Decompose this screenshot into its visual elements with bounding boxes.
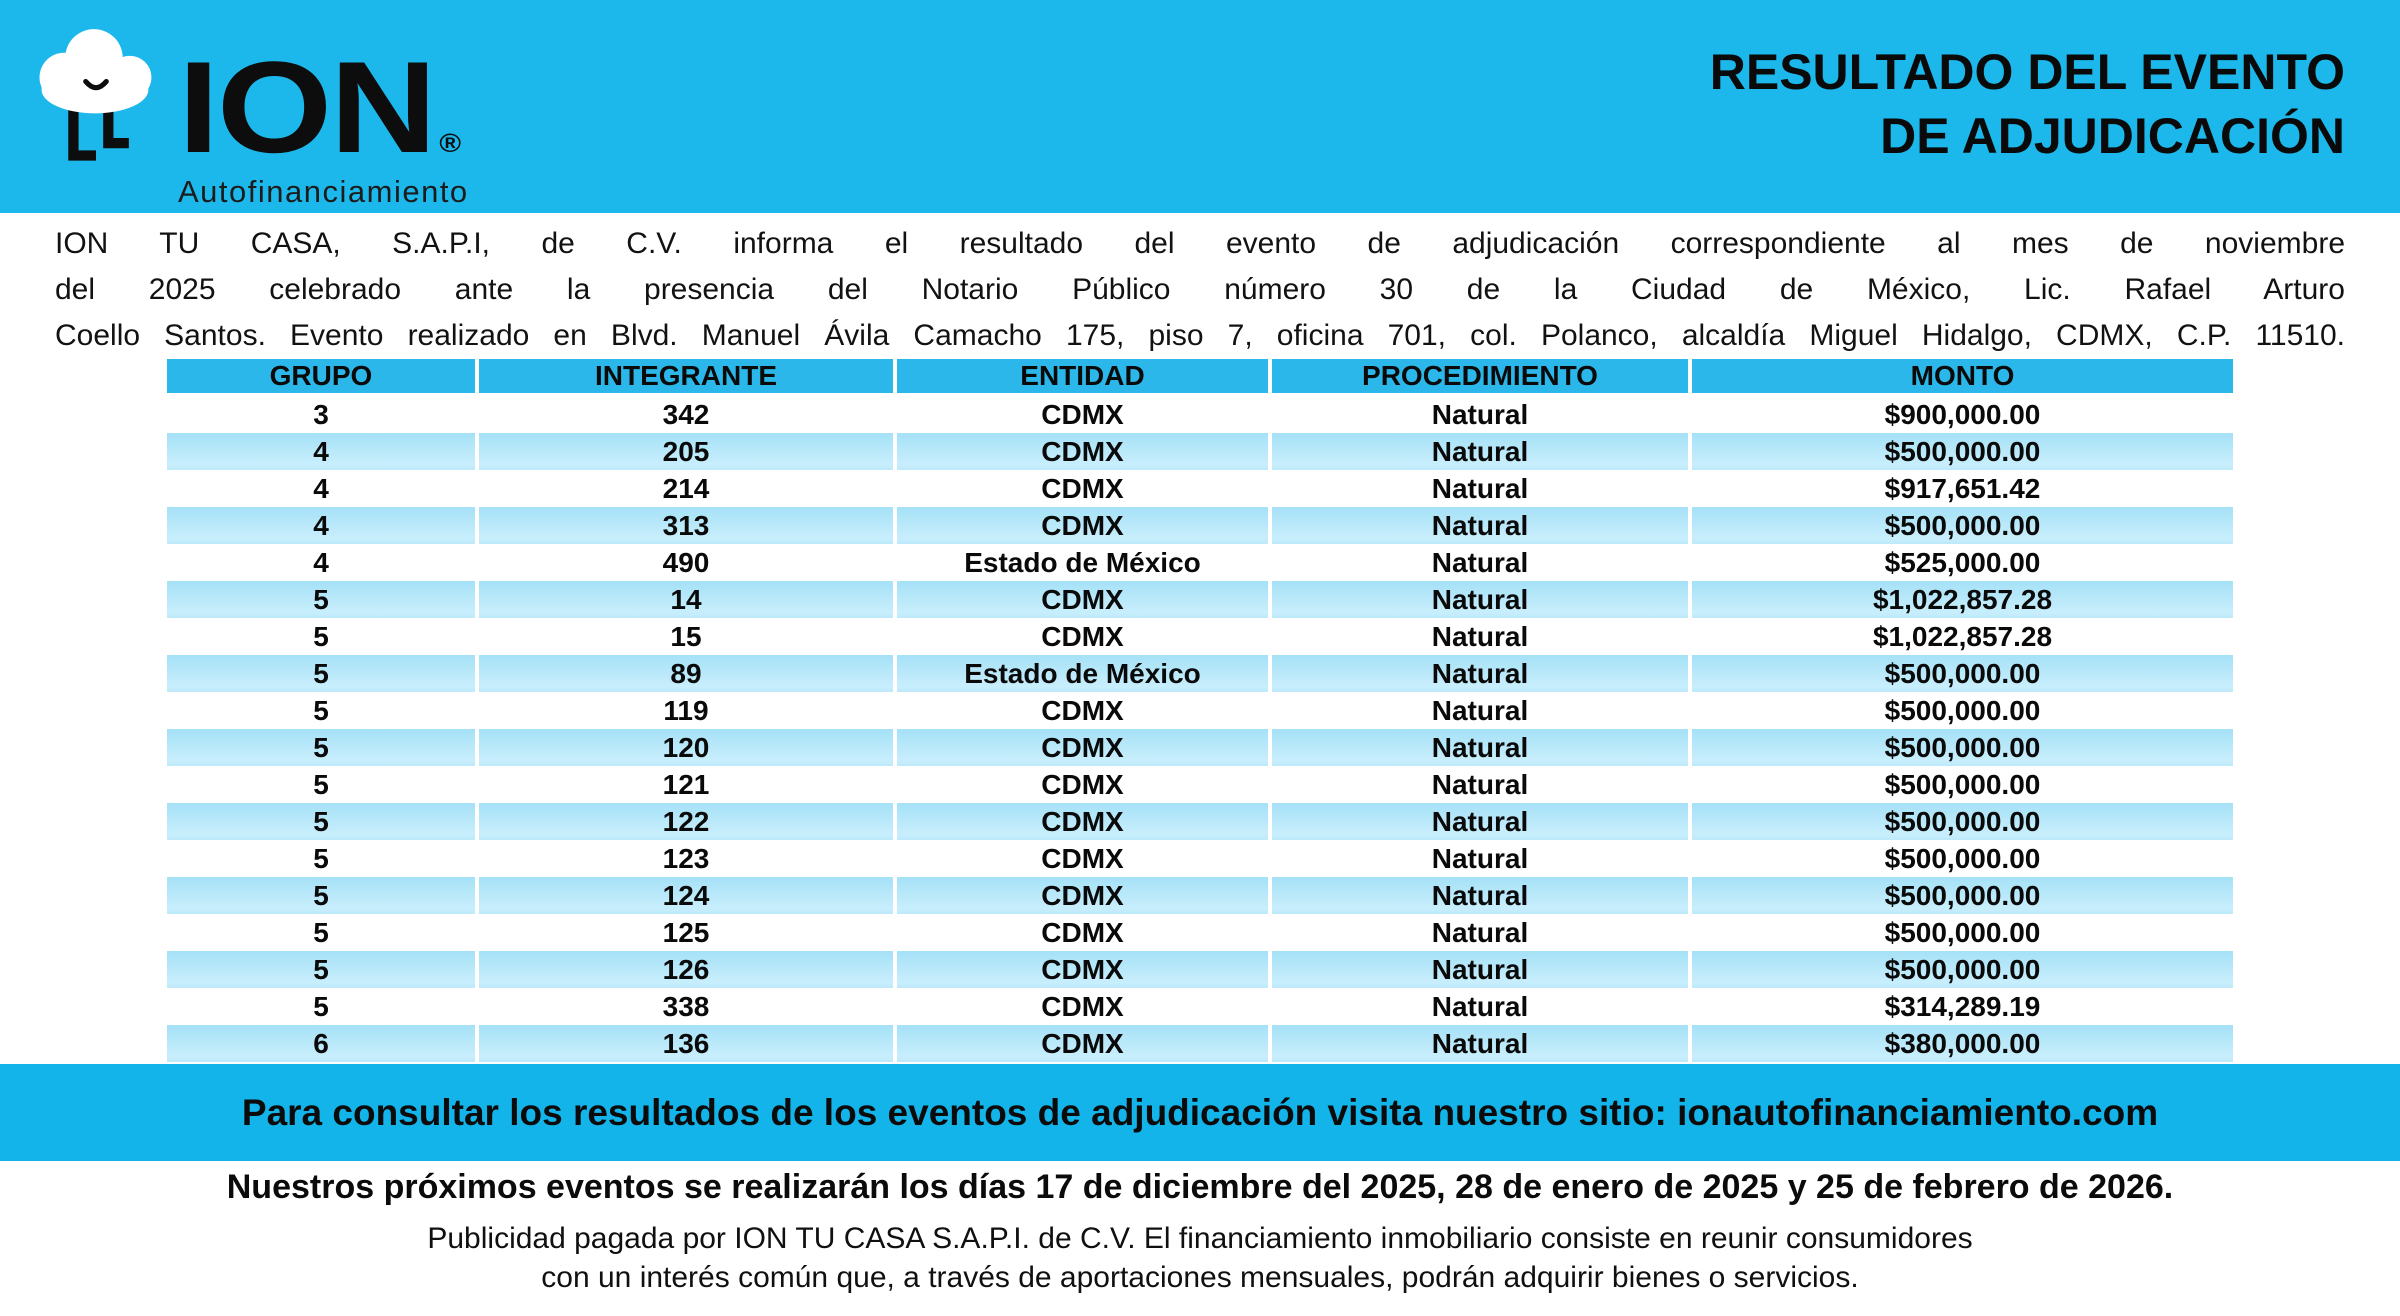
table-row xyxy=(167,544,2233,581)
cell-integrante: 124 xyxy=(475,877,893,914)
cell-entidad: Estado de México xyxy=(893,655,1268,692)
cell-grupo: 5 xyxy=(313,990,329,1022)
header-band xyxy=(0,0,2400,213)
cell-grupo: 5 xyxy=(313,916,329,948)
cell-integrante: 338 xyxy=(475,988,893,1025)
results-table xyxy=(167,359,2233,1062)
cell-integrante: 313 xyxy=(475,507,893,544)
cell-grupo: 5 xyxy=(313,768,329,800)
cell-entidad: CDMX xyxy=(893,1025,1268,1062)
cell-procedimiento: Natural xyxy=(1268,877,1688,914)
table-row xyxy=(167,692,2233,729)
disclaimer-line-1: Publicidad pagada por ION TU CASA S.A.P.I. de C.V. El financiamiento inmobiliario consiste en reunir consumidores xyxy=(427,1222,1973,1255)
cell-grupo: 5 xyxy=(313,694,329,726)
cell-grupo: 5 xyxy=(313,953,329,985)
cell-monto: $500,000.00 xyxy=(1688,840,2233,877)
intro-line-1: ION TU CASA, S.A.P.I, de C.V. informa el resultado del evento de adjudicación correspondiente al mes de noviembre xyxy=(55,227,2345,260)
brand-subtitle: Autofinanciamiento xyxy=(178,174,469,209)
cell-entidad: CDMX xyxy=(893,877,1268,914)
cell-entidad: CDMX xyxy=(893,914,1268,951)
column-header-procedimiento: PROCEDIMIENTO xyxy=(1268,359,1688,396)
results-table-header xyxy=(167,359,2233,396)
cell-monto: $500,000.00 xyxy=(1688,692,2233,729)
cell-entidad: CDMX xyxy=(893,692,1268,729)
disclaimer xyxy=(0,1219,2400,1297)
cell-integrante: 214 xyxy=(475,470,893,507)
cell-integrante: 89 xyxy=(475,655,893,692)
website-banner-text: Para consultar los resultados de los eventos de adjudicación visita nuestro sitio: ionautofinanciamiento.com xyxy=(241,1091,2159,1133)
cell-integrante: 122 xyxy=(475,803,893,840)
cell-integrante: 125 xyxy=(475,914,893,951)
table-row xyxy=(167,433,2233,470)
cell-entidad: CDMX xyxy=(893,618,1268,655)
cell-entidad: CDMX xyxy=(893,470,1268,507)
intro-line-2: del 2025 celebrado ante la presencia del Notario Público número 30 de la Ciudad de México, Lic. Rafael Arturo xyxy=(55,273,2345,306)
cell-integrante: 120 xyxy=(475,729,893,766)
table-row xyxy=(167,618,2233,655)
cell-monto: $500,000.00 xyxy=(1688,433,2233,470)
table-row xyxy=(167,581,2233,618)
table-row xyxy=(167,1025,2233,1062)
upcoming-events-line: Nuestros próximos eventos se realizarán los días 17 de diciembre del 2025, 28 de enero de 2025 y 25 de febrero de 2026. xyxy=(226,1168,2174,1206)
cell-integrante: 15 xyxy=(475,618,893,655)
cell-entidad: CDMX xyxy=(893,951,1268,988)
cell-integrante: 121 xyxy=(475,766,893,803)
brand-name-text: ION xyxy=(178,34,435,180)
disclaimer-line-2: con un interés común que, a través de aportaciones mensuales, podrán adquirir bienes o servicios. xyxy=(541,1261,1859,1294)
cell-integrante: 205 xyxy=(475,433,893,470)
cell-monto: $500,000.00 xyxy=(1688,766,2233,803)
cell-procedimiento: Natural xyxy=(1268,803,1688,840)
cell-grupo: 4 xyxy=(313,509,329,541)
page-title-line2: DE ADJUDICACIÓN xyxy=(1880,108,2345,164)
cell-grupo: 4 xyxy=(313,435,329,467)
header-row xyxy=(167,359,2233,396)
column-header-integrante: INTEGRANTE xyxy=(475,359,893,396)
cell-monto: $380,000.00 xyxy=(1688,1025,2233,1062)
intro-paragraph xyxy=(55,221,2345,359)
table-row xyxy=(167,766,2233,803)
cell-integrante: 490 xyxy=(475,544,893,581)
cell-procedimiento: Natural xyxy=(1268,396,1688,433)
cell-monto: $500,000.00 xyxy=(1688,507,2233,544)
cell-grupo: 5 xyxy=(313,620,329,652)
cell-procedimiento: Natural xyxy=(1268,507,1688,544)
cell-monto: $314,289.19 xyxy=(1688,988,2233,1025)
cell-entidad: CDMX xyxy=(893,803,1268,840)
brand-logo xyxy=(34,24,469,210)
cell-grupo: 5 xyxy=(313,583,329,615)
column-header-monto: MONTO xyxy=(1688,359,2233,396)
cell-entidad: CDMX xyxy=(893,988,1268,1025)
cell-procedimiento: Natural xyxy=(1268,581,1688,618)
cell-grupo: 3 xyxy=(313,398,329,430)
cell-monto: $1,022,857.28 xyxy=(1688,581,2233,618)
cell-entidad: CDMX xyxy=(893,507,1268,544)
cell-entidad: CDMX xyxy=(893,840,1268,877)
cell-monto: $500,000.00 xyxy=(1688,951,2233,988)
cell-procedimiento: Natural xyxy=(1268,1025,1688,1062)
cell-procedimiento: Natural xyxy=(1268,988,1688,1025)
table-row xyxy=(167,988,2233,1025)
cell-monto: $525,000.00 xyxy=(1688,544,2233,581)
cell-grupo: 5 xyxy=(313,842,329,874)
cell-integrante: 14 xyxy=(475,581,893,618)
cell-monto: $500,000.00 xyxy=(1688,803,2233,840)
cloud-smile-legs-icon xyxy=(34,24,158,176)
page-title-line1: RESULTADO DEL EVENTO xyxy=(1709,44,2345,100)
website-banner xyxy=(0,1064,2400,1161)
cell-procedimiento: Natural xyxy=(1268,544,1688,581)
table-row xyxy=(167,396,2233,433)
cell-monto: $500,000.00 xyxy=(1688,655,2233,692)
column-header-entidad: ENTIDAD xyxy=(893,359,1268,396)
cell-integrante: 342 xyxy=(475,396,893,433)
cell-grupo: 4 xyxy=(313,472,329,504)
cell-grupo: 4 xyxy=(313,546,329,578)
page-title xyxy=(1710,40,2345,168)
cell-entidad: CDMX xyxy=(893,729,1268,766)
cell-monto: $500,000.00 xyxy=(1688,877,2233,914)
cell-procedimiento: Natural xyxy=(1268,766,1688,803)
cell-entidad: CDMX xyxy=(893,766,1268,803)
table-row xyxy=(167,840,2233,877)
intro-line-3: Coello Santos. Evento realizado en Blvd. Manuel Ávila Camacho 175, piso 7, oficina 701, col. Polanco, alcaldía Miguel Hidalgo, CDMX, C.P. 11510. xyxy=(55,319,2345,352)
brand-wordmark xyxy=(178,24,469,210)
registered-mark: ® xyxy=(439,128,462,158)
cell-entidad: Estado de México xyxy=(893,544,1268,581)
cell-grupo: 5 xyxy=(313,657,329,689)
cell-procedimiento: Natural xyxy=(1268,618,1688,655)
cell-integrante: 119 xyxy=(475,692,893,729)
cell-procedimiento: Natural xyxy=(1268,433,1688,470)
cell-procedimiento: Natural xyxy=(1268,840,1688,877)
cell-monto: $900,000.00 xyxy=(1688,396,2233,433)
cell-monto: $1,022,857.28 xyxy=(1688,618,2233,655)
cell-procedimiento: Natural xyxy=(1268,914,1688,951)
column-header-grupo: GRUPO xyxy=(167,359,475,396)
table-row xyxy=(167,507,2233,544)
cell-grupo: 6 xyxy=(313,1027,329,1059)
cell-integrante: 126 xyxy=(475,951,893,988)
cell-entidad: CDMX xyxy=(893,396,1268,433)
table-row xyxy=(167,914,2233,951)
table-row xyxy=(167,803,2233,840)
table-row xyxy=(167,470,2233,507)
table-row xyxy=(167,729,2233,766)
brand-name xyxy=(178,34,509,180)
cell-entidad: CDMX xyxy=(893,581,1268,618)
cell-procedimiento: Natural xyxy=(1268,655,1688,692)
cell-grupo: 5 xyxy=(313,805,329,837)
results-table-body xyxy=(167,396,2233,1062)
cell-procedimiento: Natural xyxy=(1268,951,1688,988)
table-row xyxy=(167,877,2233,914)
cell-monto: $500,000.00 xyxy=(1688,914,2233,951)
cell-integrante: 123 xyxy=(475,840,893,877)
table-row xyxy=(167,655,2233,692)
cell-grupo: 5 xyxy=(313,731,329,763)
cell-entidad: CDMX xyxy=(893,433,1268,470)
cell-procedimiento: Natural xyxy=(1268,729,1688,766)
cell-monto: $917,651.42 xyxy=(1688,470,2233,507)
table-row xyxy=(167,951,2233,988)
cell-grupo: 5 xyxy=(313,879,329,911)
cell-integrante: 136 xyxy=(475,1025,893,1062)
cell-monto: $500,000.00 xyxy=(1688,729,2233,766)
cell-procedimiento: Natural xyxy=(1268,692,1688,729)
cell-procedimiento: Natural xyxy=(1268,470,1688,507)
